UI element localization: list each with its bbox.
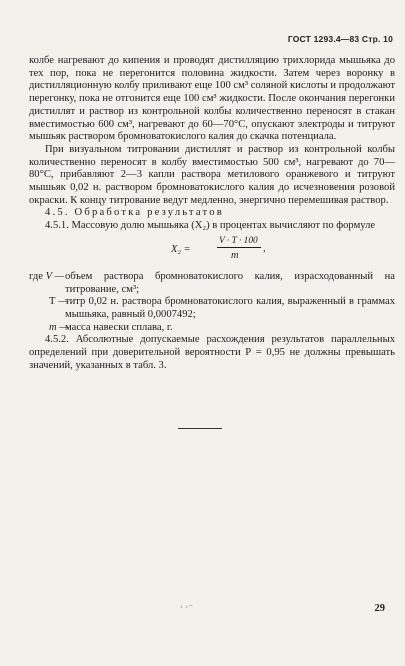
paragraph: 4.5.1. Массовую долю мышьяка (X₂) в процентах вычисляют по формуле [45,220,376,232]
definition-term: где V — [29,270,64,282]
definition-term: Т — [49,296,69,308]
paragraph: колбе нагревают до кипения и проводят дистилляцию трихлорида мышьяка до тех пор, пока не перегонится половина жидкости. Затем через воронку в дистилляционную колбу приливают еще 100 см³ соляной кислоты и продолжают перегонку, пока не отгонится еще 100 см³ жидкости. После окончания перегонки дистиллят и раствор из контрольной колбы количественно переносят в стакан вместимостью 600 см³, нагревают до 60—70°С, опускают электроды и титруют мышьяк раствором бромноватокислого калия до скачка потенциала. [29,55,395,143]
definition-text: масса навески сплава, г. [65,321,173,333]
definition-term: m — [49,321,69,333]
formula-tail: , [263,242,266,254]
paragraph: 4.5.2. Абсолютные допускаемые расхождения результатов параллельных определений при доверительной вероятности Р = 0,95 не должны превышать значений, указанных в табл. 3. [29,334,395,371]
definition-t [29,296,395,321]
definition-v [29,271,395,296]
formula-numerator: V · T · 100 [219,235,258,246]
definition-text: титр 0,02 н. раствора бромноватокислого калия, выраженный в граммах мышьяка, равный 0,0007492; [65,296,395,320]
paragraph: При визуальном титровании дистиллят и раствор из контрольной колбы количественно переносят в колбу вместимостью 500 см³, нагревают до 70—80°С, прибавляют 2—3 капли раствора метилового оранжевого и титруют мышьяк 0,02 н. раствором бромноватокислого калия до исчезновения розовой окраски. К концу титрование ведут медленно, энергично перемешивая раствор. [29,143,395,206]
page-number: 29 [374,603,385,614]
fraction-bar [217,247,261,248]
section-heading: 4.5. Обработка результатов [45,207,224,219]
formula-lhs: X₂ = [171,243,191,255]
formula-denominator: m [231,249,239,261]
page-header: ГОСТ 1293.4—83 Стр. 10 [287,34,393,44]
definition-text: объем раствора бромноватокислого калия, израсходованный на титрование, см³; [65,270,395,295]
definition-m [29,322,395,335]
section-divider [178,428,222,429]
formula [29,233,395,271]
scan-mark: · ·⁻ [180,602,193,612]
document-body [29,55,395,372]
